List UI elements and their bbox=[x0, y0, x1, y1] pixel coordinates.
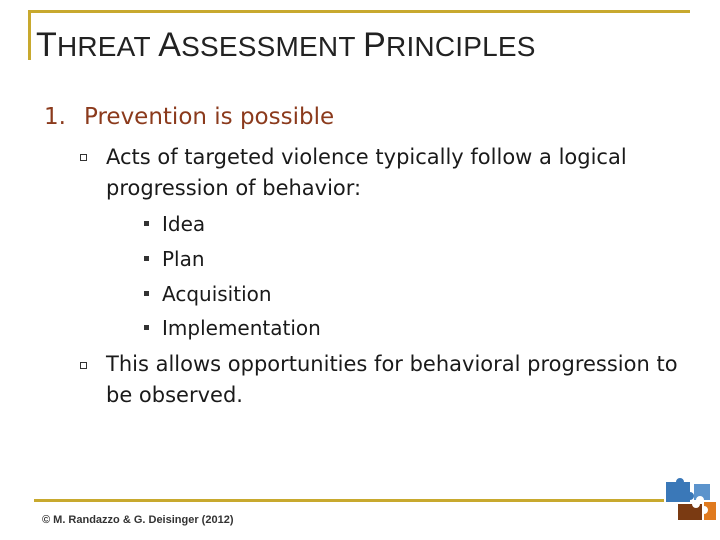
sub-point-1-line-1: Acts of targeted violence typically follow a logical bbox=[106, 145, 627, 169]
sub-point-1 bbox=[106, 142, 696, 204]
footer-copyright: © M. Randazzo & G. Deisinger (2012) bbox=[42, 514, 234, 526]
square-outline-bullet-icon bbox=[80, 362, 87, 369]
point-1-number: 1. bbox=[44, 104, 66, 130]
step-plan: Plan bbox=[162, 247, 205, 271]
filled-square-bullet-icon bbox=[144, 291, 149, 296]
sub-point-2-line-1: This allows opportunities for behavioral progression to bbox=[106, 352, 678, 376]
sub-point-2-line-2: be observed. bbox=[106, 383, 243, 407]
title-word-assessment: SSESSMENT bbox=[181, 31, 364, 62]
filled-square-bullet-icon bbox=[144, 325, 149, 330]
footer-divider bbox=[34, 499, 664, 502]
sub-point-2 bbox=[106, 349, 696, 411]
point-1-text: Prevention is possible bbox=[84, 104, 335, 130]
title-frame-left bbox=[28, 10, 31, 60]
title-word-principles: RINCIPLES bbox=[386, 31, 536, 62]
square-outline-bullet-icon bbox=[80, 154, 87, 161]
filled-square-bullet-icon bbox=[144, 256, 149, 261]
title-frame-top bbox=[28, 10, 690, 13]
title-initial-a: A bbox=[158, 26, 182, 64]
title-initial-p: P bbox=[363, 26, 387, 64]
step-idea: Idea bbox=[162, 212, 206, 236]
title-initial-t: T bbox=[36, 26, 57, 64]
step-acquisition: Acquisition bbox=[162, 282, 272, 306]
sub-point-1-line-2: progression of behavior: bbox=[106, 176, 362, 200]
slide-title bbox=[36, 26, 536, 65]
step-implementation: Implementation bbox=[162, 316, 321, 340]
point-1 bbox=[44, 104, 334, 130]
puzzle-pieces-icon bbox=[664, 476, 718, 522]
title-word-threat: HREAT bbox=[56, 31, 159, 62]
filled-square-bullet-icon bbox=[144, 221, 149, 226]
